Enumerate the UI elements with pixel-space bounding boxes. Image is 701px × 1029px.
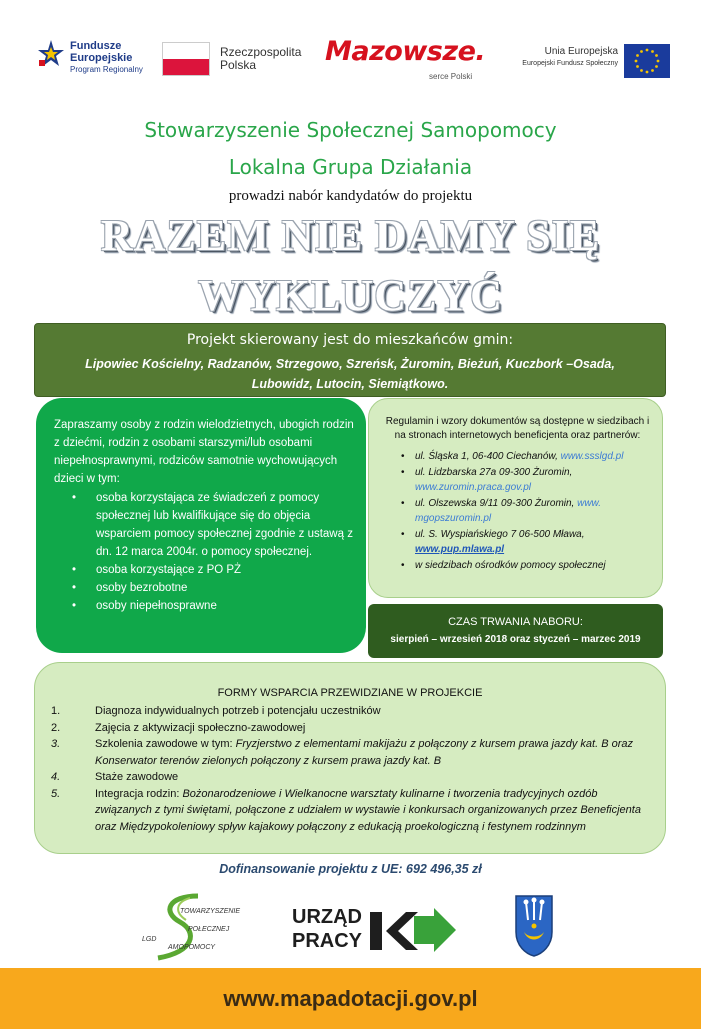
pracy-word: PRACY — [292, 930, 363, 952]
mazowsze-sub: serce Polski — [429, 72, 473, 81]
list-item: 5. Integracja rodzin: Bożonarodzeniowe i Wielkanocne warsztaty kulinarne i tworzenia tradycyjnych ozdób związanych z tymi świętami, połączone z udziałem w wystawie i konkursach organizowanych przez Beneficjenta oraz Międzypokoleniowy spływ kajakowy połączony z edukacją proekologiczną i festynem rodzinnym — [51, 787, 641, 833]
recruitment-period-value: sierpień – wrzesień 2018 oraz styczeń – marzec 2019 — [390, 634, 641, 645]
bullet-icon: • — [401, 559, 405, 571]
list-item: 1. Diagnoza indywidualnych potrzeb i potencjału uczestników — [35, 703, 665, 720]
recruitment-period-box — [368, 604, 663, 658]
recruitment-period-heading: CZAS TRWANIA NABORU: — [448, 616, 583, 628]
bullet-icon: • — [72, 582, 77, 594]
website-link[interactable]: www.ssslgd.pl — [560, 451, 624, 462]
project-title-line1: RAZEM NIE DAMY SIĘ — [100, 211, 601, 260]
item-number: 3. — [51, 738, 61, 750]
list-item: • ul. S. Wyspiańskiego 7 06-500 Mława, www.pup.mlawa.pl — [401, 528, 585, 555]
item-number: 5. — [51, 787, 61, 800]
polska-text: Rzeczpospolita Polska — [220, 45, 302, 72]
bullet-icon: • — [401, 451, 405, 462]
list-item: • osoba korzystająca ze świadczeń z pomocy społecznej lub kwalifikujące się do objęcia wsparciem pomocy społecznej zgodnie z ustawą z dn. 12 marca 2004r. o pomocy społecznej. — [54, 489, 354, 561]
urzad-word: URZĄD — [292, 906, 362, 928]
invite-intro: Zapraszamy osoby z rodzin wielodzietnych, ubogich rodzin z dziećmi, rodzin z osobami starszymi/lub osobami niepełnosprawnymi, rodziców samotnie wychowujących dzieci w tym: — [54, 419, 354, 485]
gminy-banner — [34, 323, 666, 397]
org-subname: Lokalna Grupa Działania — [228, 155, 473, 179]
coat-of-arms-icon — [514, 892, 554, 958]
fundusze-text: Fundusze Europejskie Program Regionalny — [70, 40, 143, 74]
support-forms-list — [35, 703, 665, 835]
item-number: 4. — [51, 771, 61, 783]
gminy-heading: Projekt skierowany jest do mieszkańców gmin: — [186, 332, 514, 348]
lgd-logo: TOWARZYSZENIE POŁECZNEJ AMOPOMOCY LGD — [128, 892, 268, 962]
ue-text: Unia Europejska Europejski Fundusz Społeczny — [522, 46, 618, 67]
list-item: 4. Staże zawodowe — [35, 769, 665, 786]
regulamin-heading: Regulamin i wzory dokumentów są dostępne w siedzibach i na stronach internetowych beneficjenta oraz partnerów: — [385, 416, 650, 441]
item-number: 1. — [51, 705, 61, 717]
intro-text: prowadzi nabór kandydatów do projektu — [228, 188, 473, 204]
list-item: • w siedzibach ośrodków pomocy społecznej — [385, 558, 650, 574]
list-item: 2. Zajęcia z aktywizacji społeczno-zawodowej — [35, 720, 665, 737]
bullet-icon: • — [401, 528, 405, 540]
org-name: Stowarzyszenie Społecznej Samopomocy — [144, 118, 557, 142]
eu-flag-icon — [624, 44, 670, 78]
list-item: • osoby bezrobotne — [54, 579, 354, 597]
list-item: • ul. Śląska 1, 06-400 Ciechanów, www.ssslgd.pl — [385, 449, 650, 465]
list-item: • osoby niepełnosprawne — [54, 597, 354, 615]
urzad-pracy-arrow-icon — [368, 906, 458, 956]
polish-flag-icon — [162, 42, 210, 76]
bullet-icon: • — [72, 492, 77, 504]
funding-amount: Dofinansowanie projektu z UE: 692 496,35 zł — [219, 862, 482, 876]
regulamin-box — [368, 398, 663, 598]
gminy-list: Lipowiec Kościelny, Radzanów, Strzegowo, Szreńsk, Żuromin, Bieżuń, Kuczbork –Osada, Lubowidz, Lutocin, Siemiątkowo. — [85, 357, 615, 391]
rzeczpospolita-polska-logo — [162, 32, 302, 94]
eu-funds-star-icon — [36, 38, 66, 68]
website-link[interactable]: www.pup.mlawa.pl — [415, 544, 505, 555]
regulamin-list — [385, 449, 650, 573]
item-number: 2. — [51, 721, 61, 734]
website-link[interactable]: www. mgopszuromin.pl — [415, 497, 602, 524]
mazowsze-logo — [325, 32, 495, 94]
invite-box — [36, 398, 366, 653]
footer-url[interactable]: www.mapadotacji.gov.pl — [223, 986, 478, 1011]
bullet-icon: • — [72, 600, 77, 612]
website-link[interactable]: www.zuromin.praca.gov.pl — [415, 482, 531, 493]
list-item: • ul. Olszewska 9/11 09-300 Żuromin, www. mgopszuromin.pl — [401, 497, 602, 524]
support-forms-box — [34, 662, 666, 854]
mazowsze-title: Mazowsze. — [325, 36, 486, 67]
bullet-icon: • — [72, 564, 77, 576]
logo-bar — [30, 32, 675, 94]
urzad-pracy-logo — [292, 902, 472, 958]
support-forms-heading: FORMY WSPARCIA PRZEWIDZIANE W PROJEKCIE — [217, 687, 483, 699]
bullet-icon: • — [401, 497, 405, 509]
bullet-icon: • — [401, 466, 405, 478]
fundusze-europejskie-logo — [30, 32, 150, 94]
unia-europejska-logo — [516, 32, 676, 94]
list-item: • ul. Lidzbarska 27a 09-300 Żuromin, www.zuromin.praca.gov.pl — [401, 466, 573, 493]
invite-list — [54, 489, 354, 615]
project-title-line2: WYKLUCZYĆ — [198, 271, 503, 320]
list-item: 3. Szkolenia zawodowe w tym: Fryzjerstwo z elementami makijażu z połączony z kursem prawa jazdy kat. B oraz Konserwator terenów zielonych połączony z kursem prawa jazdy kat. B — [51, 738, 633, 767]
list-item: • osoba korzystające z PO PŻ — [54, 561, 354, 579]
